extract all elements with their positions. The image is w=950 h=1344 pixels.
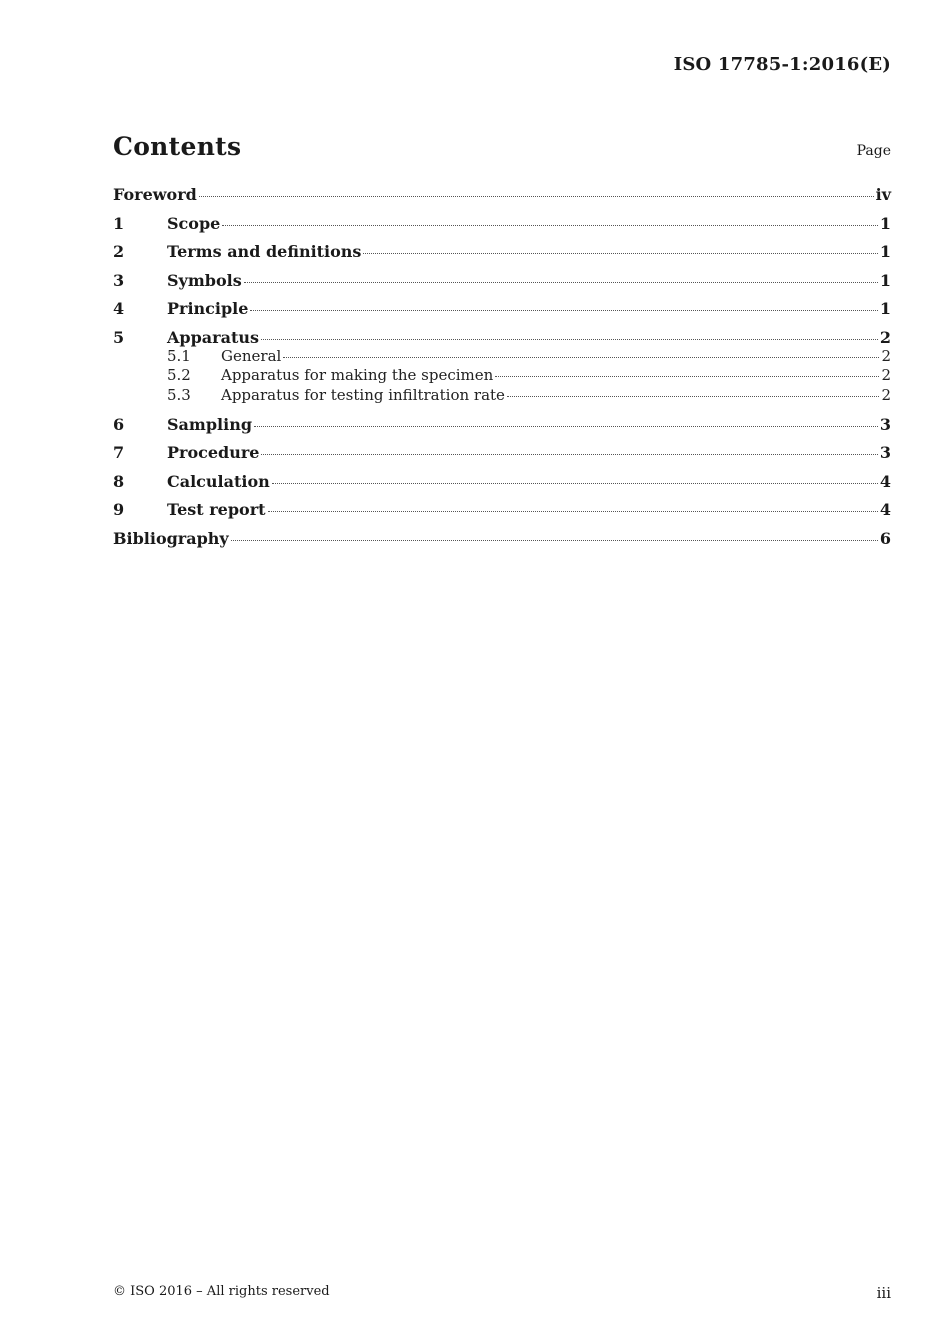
toc-entry-number: 2 [113,242,125,261]
toc-subentry[interactable] [113,366,891,386]
toc-entry-page[interactable]: 2 [881,366,891,384]
toc-entry-page[interactable]: 6 [879,528,891,548]
dot-leader [261,339,878,340]
toc-entry-number: 1 [113,213,125,233]
toc-subentry[interactable] [113,347,891,367]
toc-entry-title[interactable]: Test report [167,500,266,519]
toc-entry-number: 8 [113,471,125,491]
dot-leader [222,225,878,226]
toc-entry[interactable] [113,185,891,204]
dot-leader [363,253,877,254]
toc-entry[interactable] [113,472,891,491]
dot-leader [254,426,878,427]
toc-entry-title[interactable]: Sampling [167,414,253,434]
dot-leader [272,483,878,484]
toc-entry-page[interactable]: 2 [881,385,891,404]
toc-entry-page[interactable]: 1 [879,299,891,318]
toc-entry[interactable] [113,299,891,318]
toc-entry-page[interactable]: 1 [879,213,891,233]
document-id: ISO 17785-1:2016(E) [673,54,891,75]
toc-entry-number: 5 [113,327,125,347]
toc-entry[interactable] [113,214,891,233]
toc-entry-number: 6 [113,414,125,434]
dot-leader [250,310,877,311]
toc-entry-title[interactable]: Procedure [167,443,260,462]
dot-leader [261,454,877,455]
toc-entry-page[interactable]: 1 [879,270,891,290]
toc-entry-title[interactable]: Apparatus for making the specimen [221,366,494,384]
toc-entry[interactable] [113,271,891,290]
toc-entry-title[interactable]: Apparatus [167,327,259,347]
dot-leader [199,196,874,197]
toc-entry-number: 9 [113,500,125,519]
toc-entry-page[interactable]: 3 [879,443,891,462]
dot-leader [268,511,878,512]
page-footer [113,1284,891,1302]
toc-entry-title[interactable]: Bibliography [113,528,229,548]
toc-entry-number: 4 [113,299,125,318]
contents-header [113,132,891,161]
toc-entry-title[interactable]: Scope [167,213,221,233]
toc-entry[interactable] [113,500,891,519]
dot-leader [507,396,880,397]
toc-entry[interactable] [113,242,891,261]
toc-entry-number: 5.3 [167,385,191,404]
toc-entry-page[interactable]: 2 [879,327,891,347]
dot-leader [283,357,879,358]
toc-entry-title[interactable]: General [221,346,282,365]
toc-entry-page[interactable]: 2 [881,346,891,365]
toc-entry-page[interactable]: iv [875,185,891,204]
toc-entry-title[interactable]: Terms and definitions [167,242,362,261]
toc-entry-number: 7 [113,443,125,462]
toc-entry-title[interactable]: Apparatus for testing infiltration rate [221,385,505,404]
dot-leader [231,540,878,541]
toc-entry-page[interactable]: 1 [879,242,891,261]
toc-entry-number: 5.1 [167,346,191,365]
contents-title: Contents [113,132,242,161]
toc-entry-number: 3 [113,270,125,290]
page-number: iii [876,1284,891,1302]
toc-entry[interactable] [113,443,891,462]
toc-entry[interactable] [113,415,891,434]
toc-entry-number: 5.2 [167,366,191,384]
table-of-contents [113,185,891,548]
toc-entry-page[interactable]: 4 [879,500,891,519]
toc-entry-title[interactable]: Foreword [113,185,197,204]
toc-subentry[interactable] [113,386,891,406]
toc-entry-title[interactable]: Symbols [167,270,242,290]
dot-leader [495,376,879,377]
toc-entry-page[interactable]: 3 [879,414,891,434]
toc-entry-title[interactable]: Calculation [167,471,270,491]
toc-entry-title[interactable]: Principle [167,299,249,318]
page-column-label: Page [856,143,891,159]
toc-entry[interactable] [113,529,891,548]
toc-entry-page[interactable]: 4 [879,471,891,491]
copyright-notice: © ISO 2016 – All rights reserved [113,1284,330,1299]
dot-leader [244,282,878,283]
toc-entry[interactable] [113,328,891,347]
